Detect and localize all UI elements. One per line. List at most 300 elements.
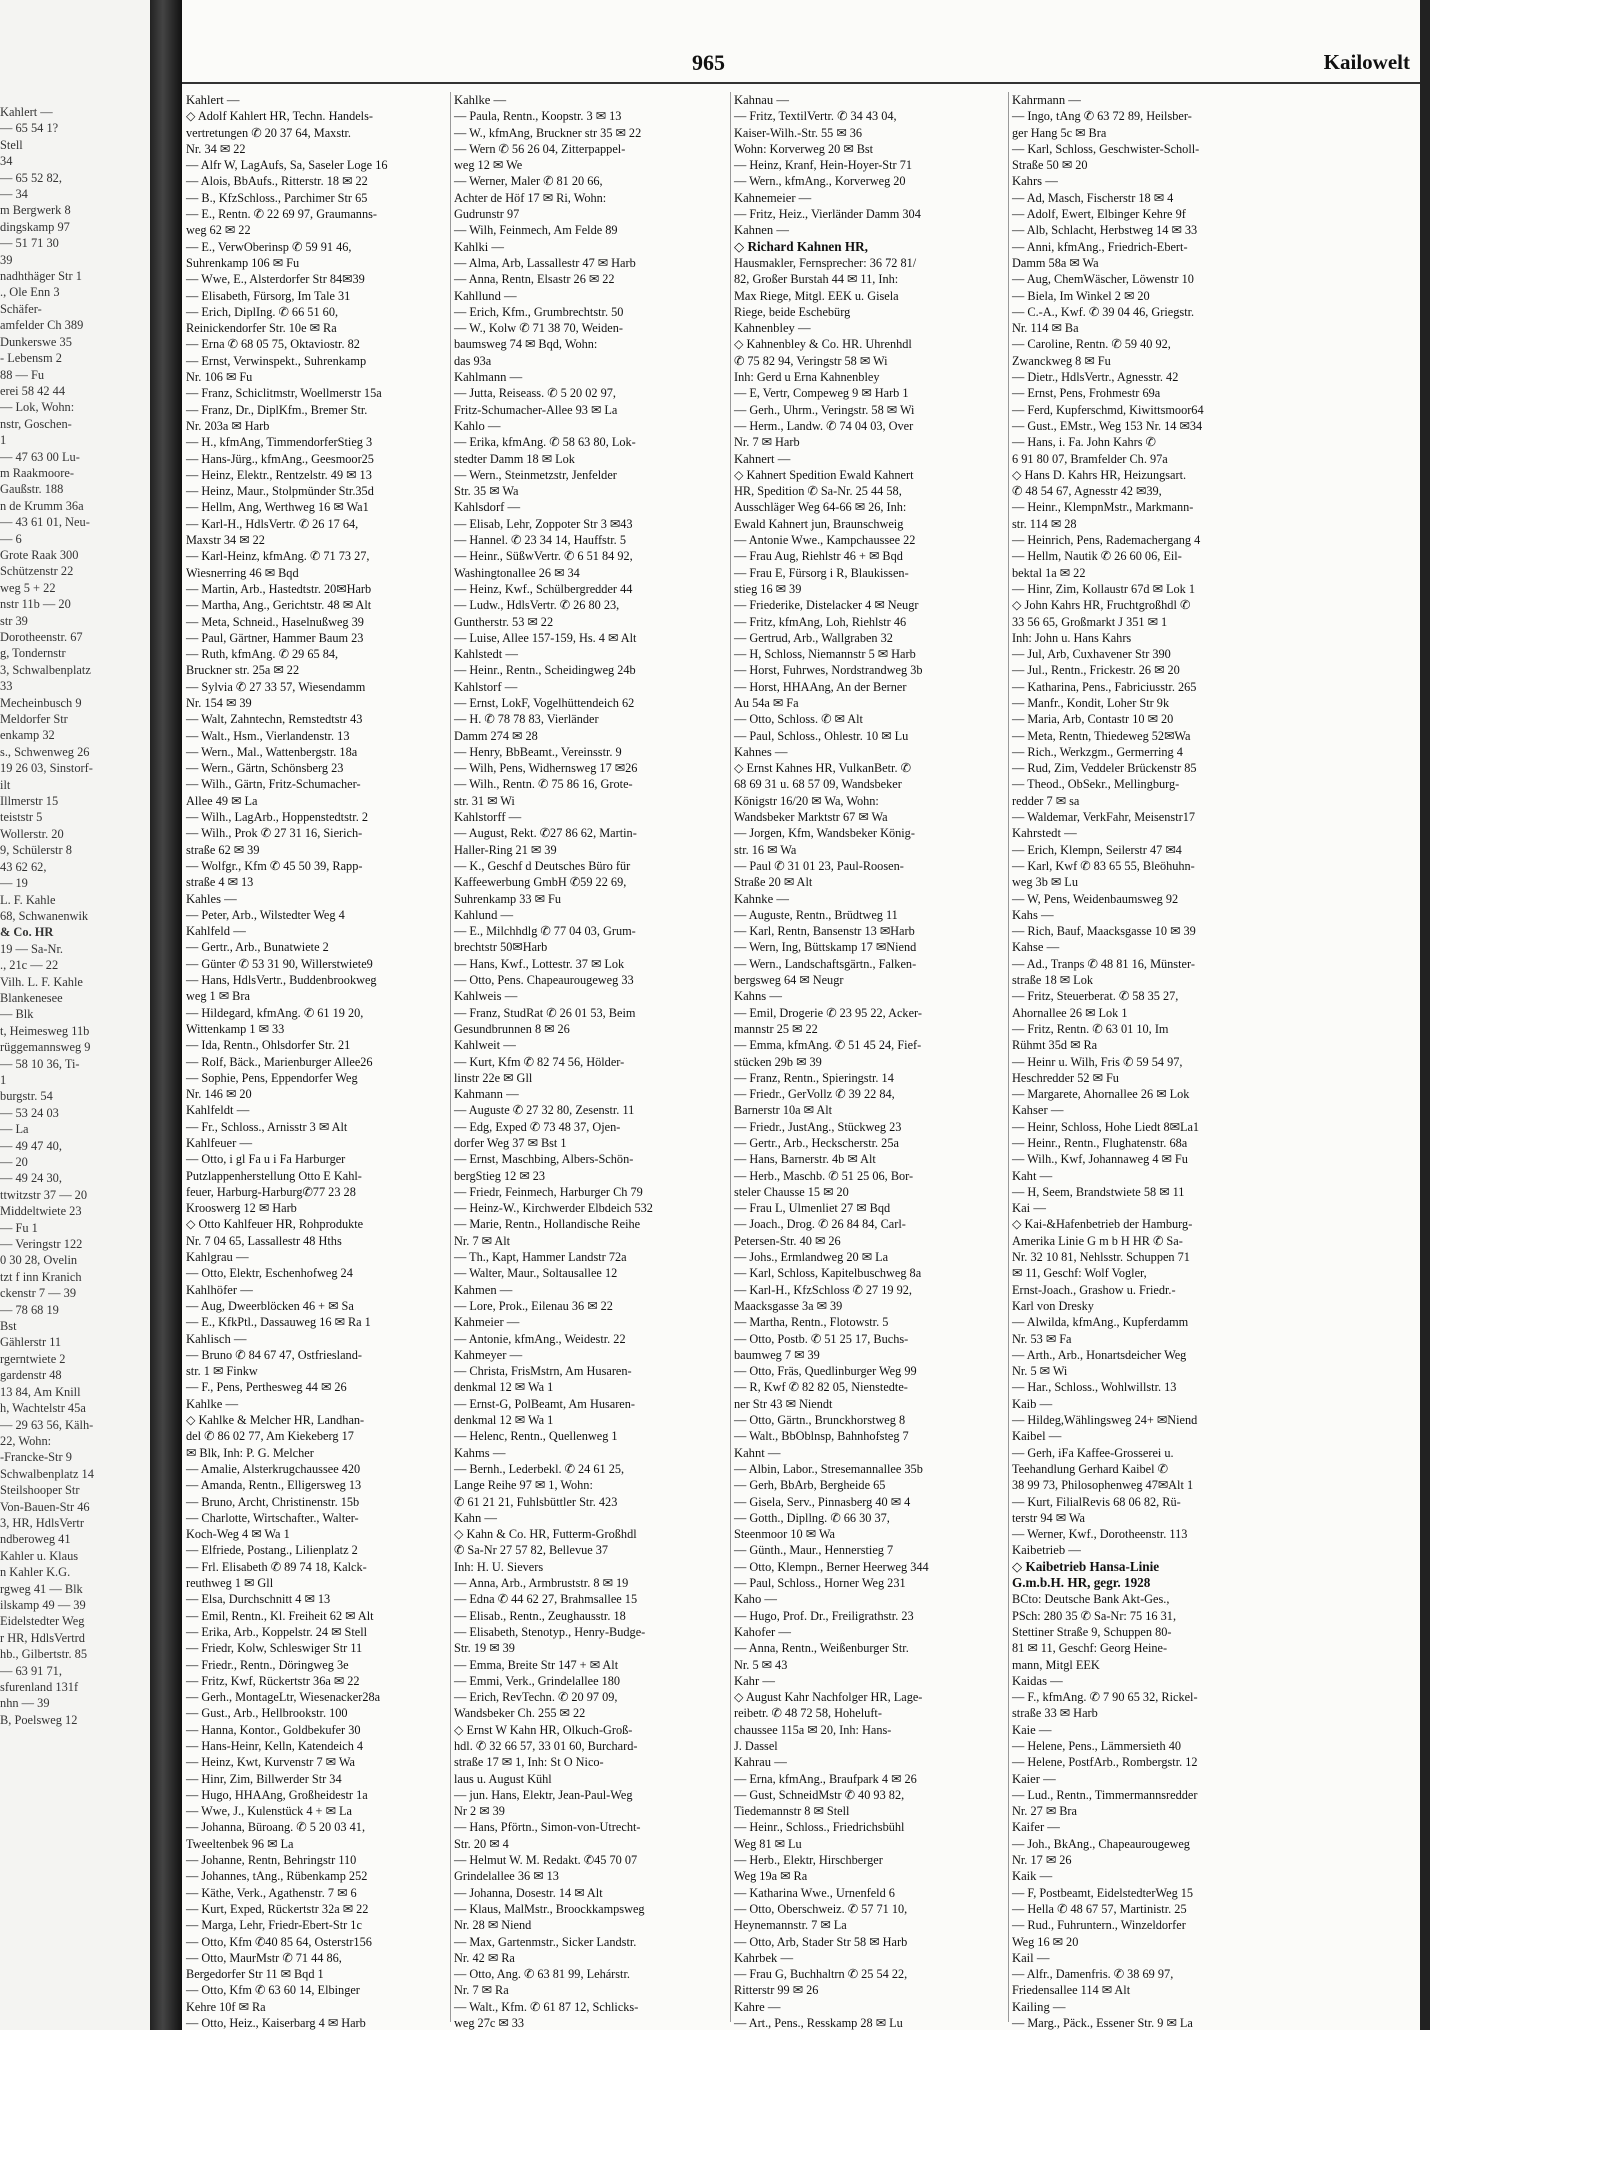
directory-entry-line: — H, Schloss, Niemannstr 5 ✉ Harb [734, 647, 916, 662]
previous-page-line: — 47 63 00 Lu- [0, 449, 80, 464]
surname-heading: Kahr — [734, 1673, 775, 1688]
directory-entry-line: — Art., Pens., Resskamp 28 ✉ Lu [734, 2016, 903, 2031]
directory-entry-line: Max Riege, Mitgl. EEK u. Gisela [734, 288, 899, 303]
directory-entry-line: Nr. 7 04 65, Lassallestr 48 Hths [186, 1233, 342, 1248]
previous-page-line: m Raakmoore- [0, 465, 74, 480]
directory-entry-line: ◇ Kahlke & Melcher HR, Landhan- [186, 1413, 365, 1428]
directory-entry-line: — Otto, Arb, Stader Str 58 ✉ Harb [734, 1934, 908, 1949]
directory-entry-line: — Otto, i gl Fa u i Fa Harburger [186, 1152, 346, 1167]
directory-entry-line: — Walt, Zahntechn, Remstedtstr 43 [186, 712, 363, 727]
directory-entry-line: — Gertr., Arb., Heckscherstr. 25a [734, 1136, 899, 1150]
directory-entry-line: — Gertr., Arb., Bunatwiete 2 [186, 940, 329, 955]
directory-entry-line: — Meta, Rentn, Thiedeweg 52✉Wa [1012, 728, 1191, 743]
directory-entry-line: — E., Rentn. ✆ 22 69 97, Graumanns- [186, 207, 377, 222]
previous-page-line: 88 — Fu [0, 367, 45, 382]
directory-entry-line: — Otto, Gärtn., Brunckhorstweg 8 [734, 1413, 906, 1428]
directory-entry-line: ✉ 11, Geschf: Wolf Vogler, [1012, 1266, 1147, 1281]
surname-heading: Kahrmann — [1012, 93, 1081, 107]
previous-page-line: s., Schwenweg 26 [0, 744, 90, 759]
surname-heading: Kahre — [734, 1999, 781, 2014]
directory-entry-line: reuthweg 1 ✉ Gll [186, 1576, 274, 1591]
directory-entry-line: — W., Kolw ✆ 71 38 70, Weiden- [454, 321, 623, 336]
directory-entry-line: Wiesnerring 46 ✉ Bqd [186, 565, 299, 580]
directory-entry-line: — Heinr., Schloss., Friedrichsbühl [734, 1820, 905, 1835]
directory-entry-line: — Otto, Kfm ✆40 85 64, Osterstr156 [186, 1934, 372, 1949]
directory-entry-line: — Franz, Schiclitmstr, Woellmerstr 15a [186, 386, 382, 401]
directory-entry-line: ◇ Kaibetrieb Hansa-Linie [1012, 1558, 1160, 1574]
directory-entry-line: Weg 19a ✉ Ra [734, 1869, 808, 1884]
directory-entry-line: — E., KfkPtl., Dassauweg 16 ✉ Ra 1 [186, 1315, 371, 1330]
previous-page-line: ., 21c — 22 [0, 958, 59, 973]
directory-entry-line: — Fritz, Kwf, Rückertstr 36a ✉ 22 [186, 1673, 360, 1688]
directory-entry-line: Wittenkamp 1 ✉ 33 [186, 1021, 285, 1036]
directory-entry-line: Nr. 146 ✉ 20 [186, 1087, 252, 1102]
surname-heading: Kahs — [1012, 907, 1054, 922]
directory-entry-line: str. 16 ✉ Wa [734, 842, 797, 857]
book-gutter [150, 0, 182, 2030]
directory-entry-line: — Erich, Klempn, Seilerstr 47 ✉4 [1012, 842, 1182, 857]
previous-page-strip [0, 0, 152, 2030]
directory-entry-line: — Paul, Schloss., Ohlestr. 10 ✉ Lu [734, 728, 909, 743]
previous-page-line: -Francke-Str 9 [0, 1450, 72, 1465]
directory-entry-line: — Martin, Arb., Hastedtstr. 20✉Harb [186, 581, 372, 596]
directory-entry-line: denkmal 12 ✉ Wa 1 [454, 1413, 554, 1428]
directory-entry-line: — Wern ✆ 56 26 04, Zitterpappel- [454, 141, 626, 156]
surname-heading: Kaibetrieb — [1012, 1543, 1081, 1558]
previous-page-line: m Bergwerk 8 [0, 203, 71, 218]
previous-page-line: Kahlert — [0, 105, 53, 119]
directory-entry-line: — Otto, Heiz., Kaiserbarg 4 ✉ Harb [186, 2016, 366, 2031]
previous-page-line: 22, Wohn: [0, 1433, 52, 1448]
previous-page-line: erei 58 42 44 [0, 383, 66, 398]
directory-entry-line: ✉ Blk, Inh: P. G. Melcher [186, 1445, 314, 1460]
directory-entry-line: — Günter ✆ 53 31 90, Willerstwiete9 [186, 956, 373, 971]
previous-page-line: Gählerstr 11 [0, 1335, 62, 1350]
previous-page-line: — 34 [0, 187, 28, 202]
directory-entry-line: — Hans-Jürg., kfmAng., Geesmoor25 [186, 451, 374, 466]
directory-entry-line: Nr. 7 ✉ Harb [734, 435, 800, 450]
directory-entry-line: — Karl-Heinz, kfmAng. ✆ 71 73 27, [186, 549, 370, 564]
previous-page-line: ttwitzstr 37 — 20 [0, 1187, 88, 1202]
directory-entry-line: — E., Milchhdlg ✆ 77 04 03, Grum- [454, 924, 636, 939]
previous-page-line: — 51 71 30 [0, 236, 59, 251]
surname-heading: Kahlweit — [454, 1038, 516, 1053]
directory-entry-line: — Biela, Im Winkel 2 ✉ 20 [1012, 288, 1150, 303]
previous-page-line: rüggemannsweg 9 [0, 1040, 91, 1055]
previous-page-line: dingskamp 97 [0, 219, 70, 234]
directory-entry-line: linstr 22e ✉ Gll [454, 1070, 533, 1085]
directory-entry-line: — Wern, Ing, Büttskamp 17 ✉Niend [734, 940, 917, 955]
previous-page-line: nstr, Goschen- [0, 416, 72, 431]
directory-entry-line: Reinickendorfer Str. 10e ✉ Ra [186, 321, 337, 336]
directory-entry-line: — Elisab., Rentn., Zeughausstr. 18 [454, 1608, 626, 1623]
directory-entry-line: — Hans-Heinr, Kelln, Katendeich 4 [186, 1738, 364, 1753]
directory-entry-line: — Ernst, Pens, Frohmestr 69a [1012, 386, 1161, 401]
surname-heading: Kahlhöfer — [186, 1282, 253, 1297]
directory-entry-line: 6 91 80 07, Bramfelder Ch. 97a [1012, 451, 1168, 466]
surname-heading: Kaifer — [1012, 1820, 1060, 1835]
directory-entry-line: — Otto, Fräs, Quedlinburger Weg 99 [734, 1364, 917, 1379]
directory-entry-line: — Albin, Labor., Stresemannallee 35b [734, 1461, 923, 1476]
directory-entry-line: — Rich, Bauf, Maacksgasse 10 ✉ 39 [1012, 924, 1196, 939]
directory-entry-line: — Otto, Elektr, Eschenhofweg 24 [186, 1266, 353, 1281]
directory-entry-line: — Meta, Schneid., Haselnußweg 39 [186, 614, 364, 629]
directory-entry-line: — Anni, kfmAng., Friedrich-Ebert- [1012, 239, 1188, 254]
surname-heading: Kahlund — [454, 907, 514, 922]
surname-heading: Kahlke — [454, 93, 507, 107]
directory-entry-line: Straße 20 ✉ Alt [734, 875, 813, 890]
previous-page-line: Stell [0, 137, 23, 152]
directory-entry-line: Grindelallee 36 ✉ 13 [454, 1869, 559, 1884]
directory-entry-line: — Wern., Landschaftsgärtn., Falken- [734, 956, 917, 971]
directory-entry-line: — Elisabeth, Fürsorg, Im Tale 31 [186, 288, 351, 303]
previous-page-line: str 39 [0, 613, 28, 628]
previous-page-line: burgstr. 54 [0, 1089, 53, 1104]
previous-page-line: ilskamp 49 — 39 [0, 1597, 86, 1612]
directory-entry-line: — Friedr, Feinmech, Harburger Ch 79 [454, 1184, 643, 1199]
surname-heading: Kahnemeier — [734, 190, 812, 205]
directory-entry-line: — Alfr W, LagAufs, Sa, Saseler Loge 16 [186, 158, 388, 173]
directory-entry-line: Str. 20 ✉ 4 [454, 1836, 509, 1851]
previous-page-line: weg 5 + 22 [0, 580, 56, 595]
directory-entry-line: Nr. 34 ✉ 22 [186, 141, 246, 156]
previous-page-line: Dorotheenstr. 67 [0, 630, 83, 644]
surname-heading: Kahlfeuer — [186, 1136, 253, 1150]
directory-entry-line: — E, Vertr, Compeweg 9 ✉ Harb 1 [734, 386, 909, 401]
directory-entry-line: — Heinz, Kwf., Schülbergredder 44 [454, 581, 633, 596]
directory-entry-line: — Martha, Rentn., Flotowstr. 5 [734, 1315, 889, 1330]
directory-entry-line: Gudrunstr 97 [454, 207, 520, 222]
surname-heading: Kahmann — [454, 1087, 519, 1102]
directory-entry-line: bergsweg 64 ✉ Neugr [734, 973, 844, 988]
directory-entry-line: — Ernst, LokF, Vogelhüttendeich 62 [454, 695, 635, 710]
directory-entry-line: — Hella ✆ 48 67 57, Martinistr. 25 [1012, 1901, 1187, 1916]
directory-entry-line: Friedensallee 114 ✉ Alt [1012, 1983, 1131, 1998]
directory-entry-line: — Gust., EMstr., Weg 153 Nr. 14 ✉34 [1012, 418, 1203, 433]
directory-entry-line: HR, Spedition ✆ Sa-Nr. 25 44 58, [734, 484, 902, 499]
previous-page-line: 3, Schwalbenplatz [0, 662, 91, 677]
previous-page-line: n de Krumm 36a [0, 498, 84, 513]
directory-entry-line: — Jutta, Reiseass. ✆ 5 20 02 97, [454, 386, 616, 401]
surname-heading: Kahofer — [734, 1624, 791, 1639]
directory-entry-line: straße 33 ✉ Harb [1012, 1706, 1098, 1721]
directory-entry-line: — Erika, kfmAng. ✆ 58 63 80, Lok- [454, 435, 636, 450]
directory-entry-line: — Klaus, MalMstr., Broockkampsweg [454, 1901, 645, 1916]
directory-entry-line: — Heinz, Kranf, Hein-Hoyer-Str 71 [734, 158, 913, 173]
previous-page-line: 68, Schwanenwik [0, 908, 89, 923]
directory-entry-line: — Heinz, Kwt, Kurvenstr 7 ✉ Wa [186, 1755, 355, 1770]
directory-entry-line: — Helene, Pens., Lämmersieth 40 [1012, 1738, 1182, 1753]
previous-page-line: nhn — 39 [0, 1696, 50, 1711]
previous-page-line: Dunkerswe 35 [0, 334, 72, 349]
surname-heading: Kaho — [734, 1592, 778, 1607]
directory-entry-line: ◇ Ernst W Kahn HR, Olkuch-Groß- [454, 1722, 633, 1737]
previous-page-line: 9, Schülerstr 8 [0, 843, 72, 858]
directory-entry-line: — Erich, DiplIng. ✆ 66 51 60, [186, 304, 339, 319]
surname-heading: Kaik — [1012, 1869, 1053, 1884]
directory-entry-line: — F, Postbeamt, EidelstedterWeg 15 [1012, 1885, 1194, 1900]
directory-entry-line: Nr. 106 ✉ Fu [186, 370, 253, 385]
directory-entry-line: — Antonie Wwe., Kampchaussee 22 [734, 533, 916, 548]
surname-heading: Kailing — [1012, 1999, 1066, 2014]
previous-page-line: — 53 24 03 [0, 1105, 59, 1120]
directory-entry-line: — Wern., kfmAng., Korverweg 20 [734, 174, 906, 189]
directory-entry-line: Riege, beide Eschebürg [734, 304, 851, 319]
directory-entry-line: — Franz, Dr., DiplKfm., Bremer Str. [186, 402, 368, 417]
directory-entry-line: Inh: Gerd u Erna Kahnenbley [734, 370, 880, 385]
directory-entry-line: Barnerstr 10a ✉ Alt [734, 1103, 833, 1118]
directory-entry-line: Lange Reihe 97 ✉ 1, Wohn: [454, 1478, 593, 1493]
directory-entry-line: Nr. 53 ✉ Fa [1012, 1331, 1072, 1346]
directory-entry-line: — Karl, Schloss, Geschwister-Scholl- [1012, 141, 1200, 156]
directory-entry-line: — Heinr, Schloss, Hohe Liedt 8✉La1 [1012, 1119, 1200, 1134]
directory-entry-line: — Johanna, Büroang. ✆ 5 20 03 41, [186, 1820, 366, 1835]
surname-heading: Kahms — [454, 1445, 506, 1460]
directory-entry-line: reibetr. ✆ 48 72 58, Hoheluft- [734, 1706, 882, 1721]
previous-page-line: hb., Gilbertstr. 85 [0, 1647, 88, 1662]
previous-page-line: — 29 63 56, Kälh- [0, 1417, 94, 1432]
directory-entry-line: ner Str 43 ✉ Niendt [734, 1396, 833, 1411]
previous-page-line: enkamp 32 [0, 728, 55, 743]
directory-entry-line: — Lud., Rentn., Timmermannsredder [1012, 1787, 1198, 1802]
surname-heading: Kahse — [1012, 940, 1060, 955]
directory-entry-line: — jun. Hans, Elektr, Jean-Paul-Weg [454, 1787, 633, 1802]
previous-page-line: t, Heimesweg 11b [0, 1023, 90, 1038]
previous-page-line: — 49 47 40, [0, 1138, 62, 1153]
surname-heading: Kahlki — [454, 239, 505, 254]
directory-entry-line: — Gerh., MontageLtr, Wiesenacker28a [186, 1690, 381, 1705]
directory-entry-line: Heynemannstr. 7 ✉ La [734, 1918, 847, 1933]
directory-entry-line: — Jul, Arb, Cuxhavener Str 390 [1012, 647, 1171, 662]
directory-entry-line: — Otto, Ang. ✆ 63 81 99, Lehárstr. [454, 1967, 630, 1982]
directory-entry-line: ◇ August Kahr Nachfolger HR, Lage- [734, 1690, 923, 1705]
directory-entry-line: — Charlotte, Wirtschafter., Walter- [186, 1510, 359, 1525]
directory-entry-line: — Johanne, Rentn, Behringstr 110 [186, 1853, 357, 1868]
directory-entry-line: hdl. ✆ 32 66 57, 33 01 60, Burchard- [454, 1738, 638, 1753]
directory-entry-line: — Hugo, HHAAng, Großheidestr 1a [186, 1787, 368, 1802]
directory-entry-line: — Martha, Ang., Gerichtstr. 48 ✉ Alt [186, 598, 372, 613]
directory-entry-line: — Jorgen, Kfm, Wandsbeker König- [734, 826, 915, 841]
directory-column-3 [734, 92, 1004, 2031]
directory-entry-line: — Manfr., Kondit, Loher Str 9k [1012, 695, 1170, 710]
directory-entry-line: ✆ 75 82 94, Veringstr 58 ✉ Wi [734, 353, 888, 368]
directory-entry-line: — Karl, Kwf ✆ 83 65 55, Bleöhuhn- [1012, 858, 1195, 873]
directory-entry-line: stedter Damm 18 ✉ Lok [454, 451, 575, 466]
directory-entry-line: — Friederike, Distelacker 4 ✉ Neugr [734, 598, 919, 613]
scan-background [0, 2030, 1600, 2177]
directory-entry-line: ✆ 48 54 67, Agnesstr 42 ✉39, [1012, 484, 1162, 499]
directory-entry-line: — Wwe, J., Kulenstück 4 + ✉ La [186, 1804, 352, 1819]
directory-entry-line: — Alma, Arb, Lassallestr 47 ✉ Harb [454, 255, 636, 270]
directory-entry-line: — E., VerwOberinsp ✆ 59 91 46, [186, 239, 352, 254]
directory-entry-line: Nr. 7 ✉ Alt [454, 1233, 511, 1248]
surname-heading: Kahnert — [734, 451, 791, 466]
directory-entry-line: Au 54a ✉ Fa [734, 695, 799, 710]
directory-entry-line: str. 1 ✉ Finkw [186, 1364, 258, 1379]
surname-heading: Kahllund — [454, 288, 517, 303]
directory-entry-line: — Hinr, Zim, Billwerder Str 34 [186, 1771, 342, 1786]
surname-heading: Kaht — [1012, 1168, 1053, 1183]
previous-page-line: 0 30 28, Ovelin [0, 1253, 78, 1268]
previous-page-line: Mecheinbusch 9 [0, 695, 82, 710]
directory-entry-line: — Wilh., Kwf, Johannaweg 4 ✉ Fu [1012, 1152, 1188, 1167]
previous-page-line: ., Ole Enn 3 [0, 285, 60, 300]
directory-entry-line: — Rolf, Bäck., Marienburger Allee26 [186, 1054, 373, 1069]
directory-entry-line: — Gisela, Serv., Pinnasberg 40 ✉ 4 [734, 1494, 911, 1509]
directory-entry-line: Nr. 28 ✉ Niend [454, 1918, 532, 1933]
previous-page-line: — Lok, Wohn: [0, 400, 75, 415]
directory-entry-line: — Wern., Steinmetzstr, Jenfelder [454, 467, 617, 482]
directory-entry-line: — Ferd, Kupferschmd, Kiwittsmoor64 [1012, 402, 1204, 417]
previous-page-line: rgweg 41 — Blk [0, 1581, 83, 1596]
surname-heading: Kahlfeldt — [186, 1103, 250, 1118]
directory-entry-line: — Otto, Kfm ✆ 63 60 14, Elbinger [186, 1983, 360, 1998]
previous-page-line: Schwalbenplatz 14 [0, 1466, 94, 1481]
surname-heading: Kahlisch — [186, 1331, 247, 1346]
directory-entry-line: — Otto, Schloss. ✆ ✉ Alt [734, 712, 863, 727]
directory-entry-line: — Kurt, Exped, Rückertstr 32a ✉ 22 [186, 1901, 369, 1916]
directory-entry-line: — Wilh, Feinmech, Am Felde 89 [454, 223, 618, 238]
directory-entry-line: Allee 49 ✉ La [186, 793, 258, 808]
directory-entry-line: terstr 94 ✉ Wa [1012, 1510, 1085, 1525]
directory-entry-line: — Joach., Drog. ✆ 26 84 84, Carl- [734, 1217, 906, 1232]
directory-entry-line: ◇ Richard Kahnen HR, [734, 238, 868, 254]
directory-entry-line: — Herm., Landw. ✆ 74 04 03, Over [734, 418, 914, 433]
previous-page-line: Wollerstr. 20 [0, 826, 64, 841]
surname-heading: Kahlfeld — [186, 924, 246, 939]
surname-heading: Kahmeier — [454, 1315, 520, 1330]
previous-page-line: Kahler u. Klaus [0, 1548, 79, 1563]
directory-entry-line: — Hildegard, kfmAng. ✆ 61 19 20, [186, 1005, 364, 1020]
directory-entry-line: — Helene, PostfArb., Rombergstr. 12 [1012, 1755, 1198, 1770]
directory-entry-line: — Hans, Kwf., Lottestr. 37 ✉ Lok [454, 956, 625, 971]
directory-entry-line: Fritz-Schumacher-Allee 93 ✉ La [454, 402, 618, 417]
directory-entry-line: — Amanda, Rentn., Elligersweg 13 [186, 1478, 362, 1493]
directory-entry-line: — Frau E, Fürsorg i R, Blaukissen- [734, 565, 909, 580]
directory-entry-line: Wandsbeker Marktstr 67 ✉ Wa [734, 810, 888, 825]
directory-entry-line: feuer, Harburg-Harburg✆77 23 28 [186, 1184, 356, 1199]
directory-entry-line: — Otto, Postb. ✆ 51 25 17, Buchs- [734, 1331, 909, 1346]
surname-heading: Kahnenbley — [734, 321, 811, 336]
directory-entry-line: — Fr., Schloss., Arnisstr 3 ✉ Alt [186, 1119, 348, 1134]
directory-entry-line: brechtstr 50✉Harb [454, 940, 548, 955]
directory-entry-line: Guntherstr. 53 ✉ 22 [454, 614, 554, 629]
directory-entry-line: — Herb., Elektr, Hirschberger [734, 1853, 883, 1868]
directory-entry-line: — Anna, Rentn., Weißenburger Str. [734, 1641, 909, 1656]
directory-entry-line: — Ernst-G, PolBeamt, Am Husaren- [454, 1396, 636, 1411]
directory-entry-line: Nr. 32 10 81, Nehlsstr. Schuppen 71 [1012, 1250, 1190, 1265]
directory-entry-line: vertretungen ✆ 20 37 64, Maxstr. [186, 125, 352, 140]
directory-entry-line: — Paul ✆ 31 01 23, Paul-Roosen- [734, 858, 904, 873]
directory-entry-line: — Rud., Fuhruntern., Winzeldorfer [1012, 1918, 1186, 1933]
directory-entry-line: — Edna ✆ 44 62 27, Brahmsallee 15 [454, 1592, 638, 1607]
previous-page-line: Vilh. L. F. Kahle [0, 974, 83, 989]
directory-entry-line: 38 99 73, Philosophenweg 47✉Alt 1 [1012, 1478, 1194, 1493]
directory-entry-line: Stettiner Straße 9, Schuppen 80- [1012, 1624, 1172, 1639]
previous-page-line: r HR, HdlsVertrd [0, 1630, 86, 1645]
surname-heading: Kaier — [1012, 1771, 1056, 1786]
directory-entry-line: straße 4 ✉ 13 [186, 875, 254, 890]
directory-entry-line: — F., kfmAng. ✆ 7 90 65 32, Rickel- [1012, 1690, 1198, 1705]
directory-entry-line: — Franz, Rentn., Spieringstr. 14 [734, 1070, 894, 1085]
previous-page-line: — 58 10 36, Ti- [0, 1056, 80, 1071]
surname-heading: Kahlsdorf — [454, 500, 521, 515]
directory-entry-line: — Katharina, Pens., Fabriciusstr. 265 [1012, 679, 1197, 694]
directory-entry-line: — Helmut W. M. Redakt. ✆45 70 07 [454, 1853, 638, 1868]
directory-entry-line: — Fritz, Heiz., Vierländer Damm 304 [734, 207, 921, 222]
directory-entry-line: — Bernh., Lederbekl. ✆ 24 61 25, [454, 1461, 625, 1476]
directory-entry-line: — F., Pens, Perthesweg 44 ✉ 26 [186, 1380, 347, 1395]
previous-page-line: Eidelstedter Weg [0, 1614, 85, 1629]
directory-entry-line: — Karl-H., KfzSchloss ✆ 27 19 92, [734, 1282, 912, 1297]
directory-entry-line: — Gertrud, Arb., Wallgraben 32 [734, 630, 893, 645]
previous-page-line: — 63 91 71, [0, 1663, 62, 1678]
directory-entry-line: — Aug, ChemWäscher, Löwenstr 10 [1012, 272, 1194, 287]
directory-entry-line: — W., kfmAng, Bruckner str 35 ✉ 22 [454, 125, 642, 140]
directory-entry-line: Hausmakler, Fernsprecher: 36 72 81/ [734, 255, 917, 270]
directory-entry-line: — Ad, Masch, Fischerstr 18 ✉ 4 [1012, 190, 1174, 205]
directory-entry-line: ◇ Kahnenbley & Co. HR. Uhrenhdl [734, 337, 912, 352]
previous-page-line: — 65 52 82, [0, 170, 62, 185]
column-divider [1008, 92, 1009, 2022]
directory-entry-line: Rühmt 35d ✉ Ra [1012, 1038, 1098, 1053]
directory-entry-line: — Fritz, Steuerberat. ✆ 58 35 27, [1012, 989, 1179, 1004]
previous-page-line: 19 — Sa-Nr. [0, 941, 63, 956]
directory-entry-line: Bruckner str. 25a ✉ 22 [186, 663, 300, 678]
directory-entry-line: — Gust., Arb., Hellbrookstr. 100 [186, 1706, 348, 1721]
directory-entry-line: ◇ Ernst Kahnes HR, VulkanBetr. ✆ [734, 761, 911, 776]
directory-entry-line: ✆ 61 21 21, Fuhlsbüttler Str. 423 [454, 1494, 618, 1509]
directory-entry-line: — Heinrich, Pens, Rademachergang 4 [1012, 533, 1201, 548]
directory-entry-line: — Gerh, BbArb, Bergheide 65 [734, 1478, 886, 1493]
directory-entry-line: Straße 50 ✉ 20 [1012, 158, 1088, 173]
previous-page-line: — La [0, 1122, 29, 1137]
directory-entry-line: — Caroline, Rentn. ✆ 59 40 92, [1012, 337, 1171, 352]
directory-entry-line: — Emil, Drogerie ✆ 23 95 22, Acker- [734, 1005, 922, 1020]
directory-entry-line: — Franz, StudRat ✆ 26 01 53, Beim [454, 1005, 636, 1020]
directory-entry-line: — Marga, Lehr, Friedr-Ebert-Str 1c [186, 1918, 362, 1933]
directory-entry-line: — Gotth., Dipllng. ✆ 66 30 37, [734, 1510, 890, 1525]
previous-page-line: — 65 54 1? [0, 121, 59, 136]
directory-entry-line: — Heinr., Rentn., Scheidingweg 24b [454, 663, 636, 678]
directory-entry-line: 82, Großer Burstah 44 ✉ 11, Inh: [734, 272, 899, 287]
previous-page-line: Bst [0, 1319, 17, 1334]
directory-entry-line: — Bruno ✆ 84 67 47, Ostfriesland- [186, 1347, 362, 1362]
column-divider [450, 92, 451, 2022]
previous-page-line: 34 [0, 154, 13, 169]
previous-page-line: ndberoweg 41 [0, 1532, 71, 1547]
directory-entry-line: — Erna ✆ 68 05 75, Oktaviostr. 82 [186, 337, 360, 352]
previous-page-line: 1 [0, 433, 7, 448]
directory-entry-line: Kehre 10f ✉ Ra [186, 1999, 266, 2014]
directory-entry-line: — Horst, Fuhrwes, Nordstrandweg 3b [734, 663, 923, 678]
directory-entry-line: — Sophie, Pens, Eppendorfer Weg [186, 1070, 358, 1085]
directory-entry-line: — Wilh, Pens, Widhernsweg 17 ✉26 [454, 761, 638, 776]
surname-heading: Kahlgrau — [186, 1250, 249, 1265]
directory-entry-line: — Dietr., HdlsVertr., Agnesstr. 42 [1012, 370, 1179, 385]
directory-entry-line: ◇ Adolf Kahlert HR, Techn. Handels- [186, 109, 373, 124]
directory-entry-line: Achter de Höf 17 ✉ Ri, Wohn: [454, 190, 607, 205]
directory-entry-line: Nr. 114 ✉ Ba [1012, 321, 1079, 336]
directory-entry-line: — Kurt, Kfm ✆ 82 74 56, Hölder- [454, 1054, 625, 1069]
directory-entry-line: Ernst-Joach., Grashow u. Friedr.- [1012, 1282, 1176, 1297]
previous-page-line: — 20 [0, 1155, 28, 1169]
page-number: 965 [692, 50, 725, 75]
directory-entry-line: — Otto, Klempn., Berner Heerweg 344 [734, 1559, 929, 1574]
previous-page-line: ckenstr 7 — 39 [0, 1286, 77, 1301]
directory-entry-line: Weg 81 ✉ Lu [734, 1836, 802, 1851]
previous-page-line: nstr 11b — 20 [0, 597, 71, 612]
